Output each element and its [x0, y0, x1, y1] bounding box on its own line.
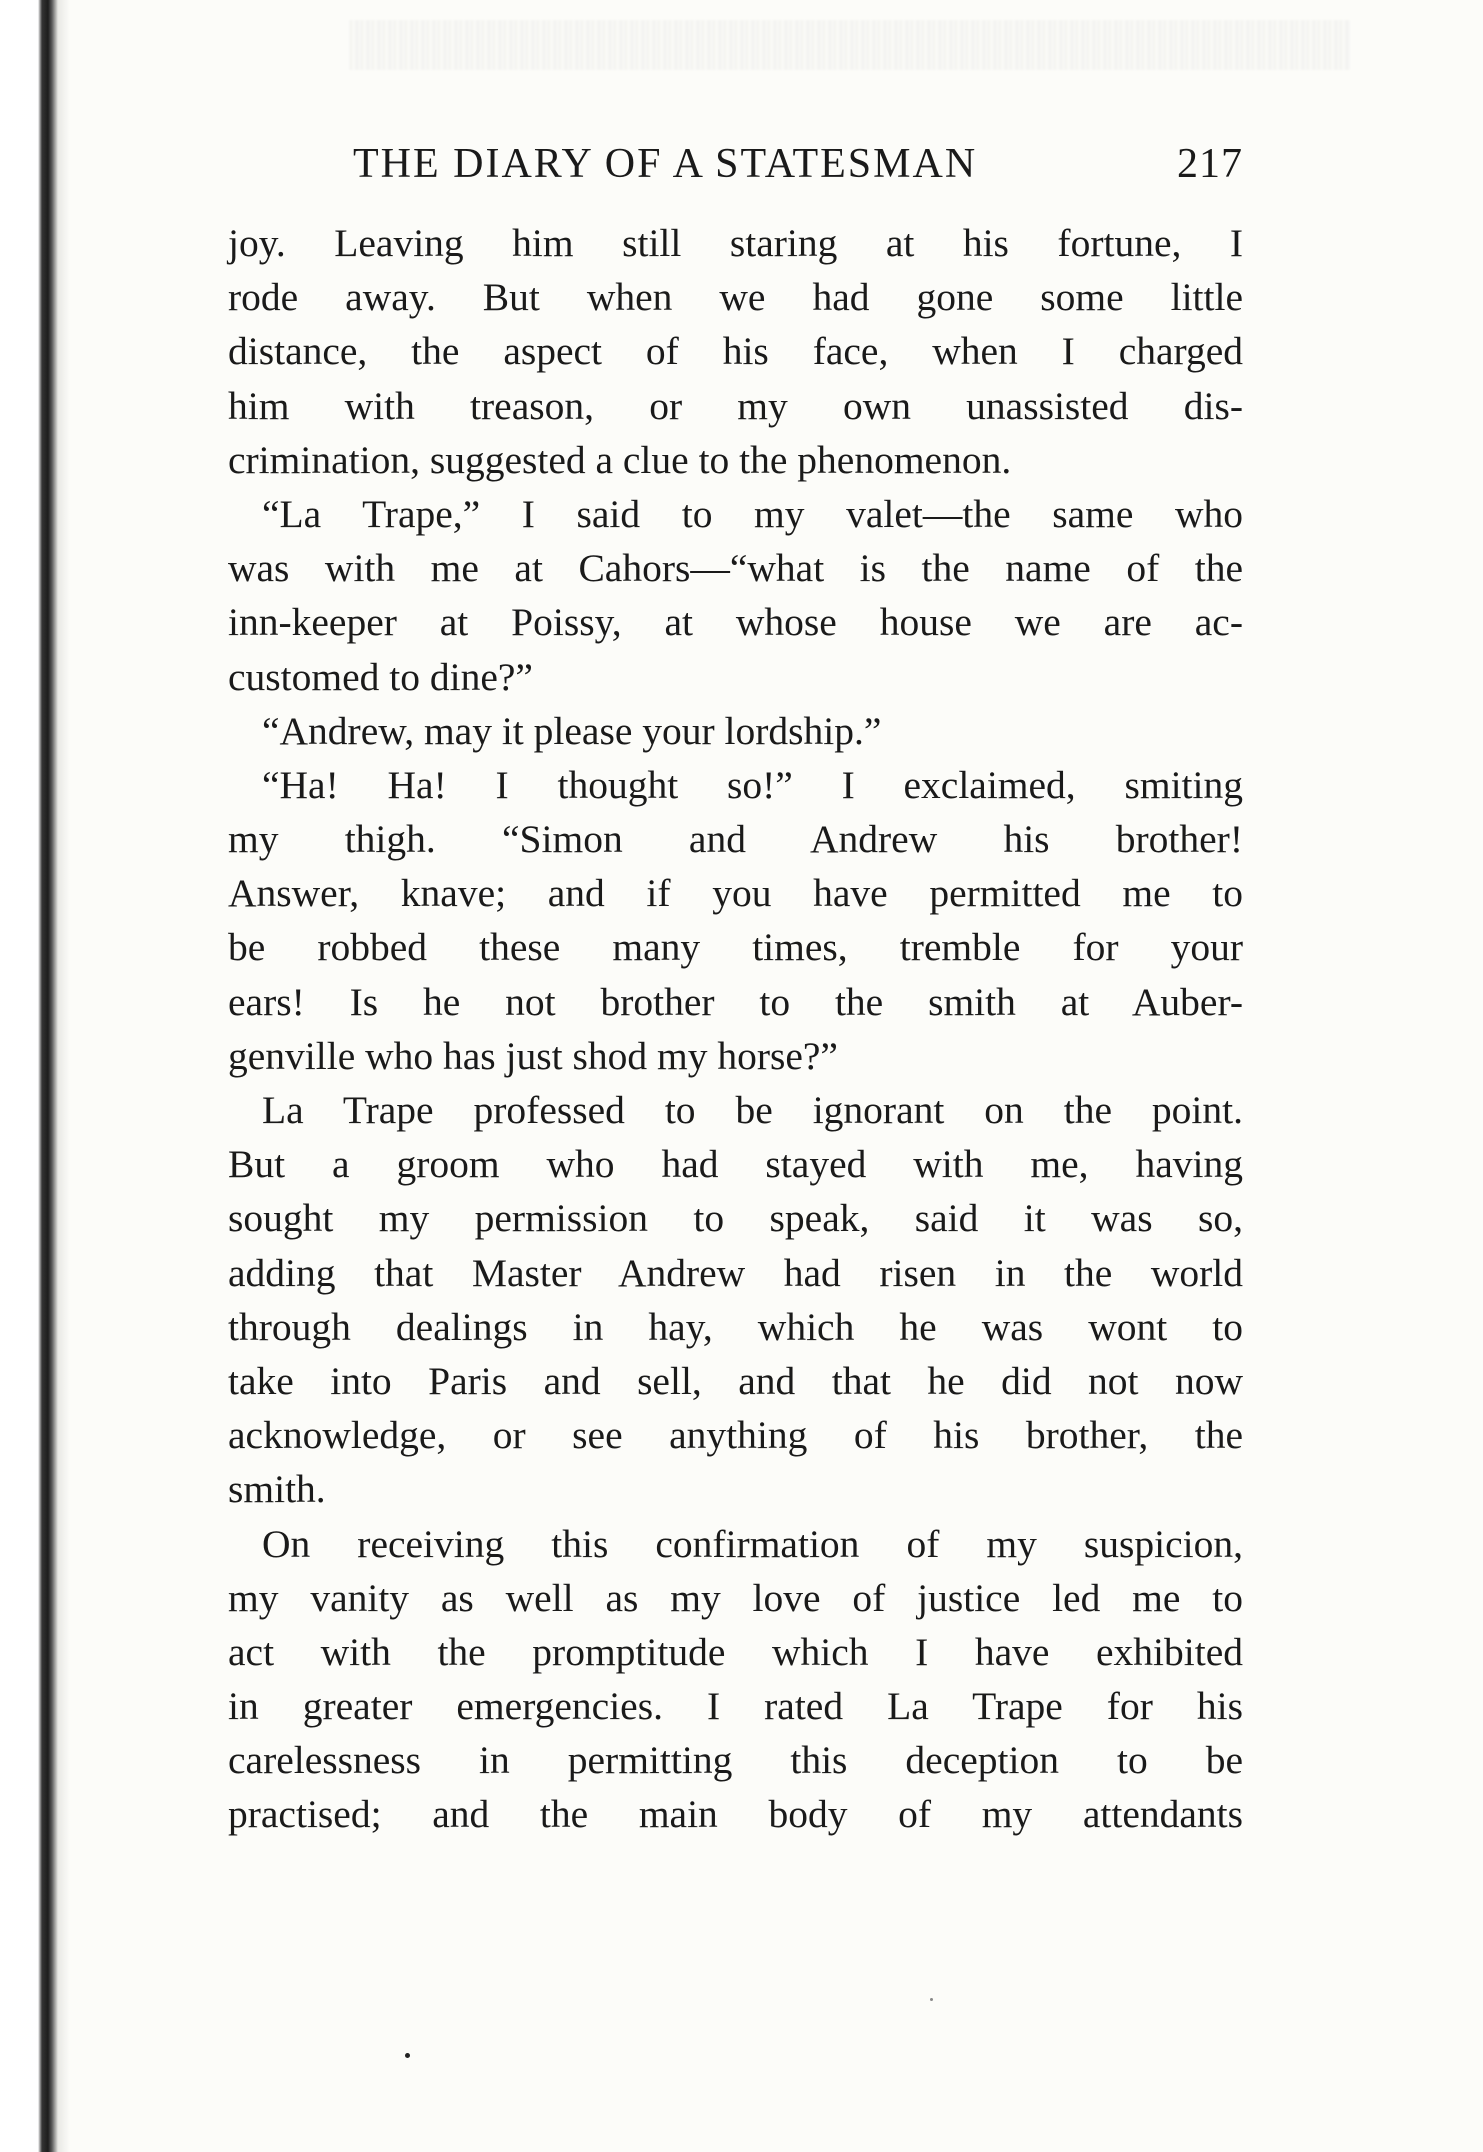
- text-line: joy. Leaving him still staring at his fortune, I: [228, 221, 1243, 265]
- text-line: ears! Is he not brother to the smith at Auber-: [228, 979, 1243, 1024]
- text-line: “Andrew, may it please your lordship.”: [262, 708, 882, 753]
- text-line: adding that Master Andrew had risen in the world: [228, 1250, 1243, 1295]
- text-line: sought my permission to speak, said it was so,: [228, 1196, 1243, 1241]
- text-line: smith.: [228, 1467, 326, 1512]
- text-line: La Trape professed to be ignorant on the point.: [262, 1088, 1243, 1132]
- text-line: acknowledge, or see anything of his brother, the: [228, 1413, 1243, 1458]
- text-line: him with treason, or my own unassisted dis-: [228, 383, 1243, 428]
- scan-noise: [350, 20, 1350, 70]
- page-number: 217: [1177, 141, 1243, 187]
- text-line: my thigh. “Simon and Andrew his brother!: [228, 817, 1243, 862]
- text-line: be robbed these many times, tremble for your: [228, 925, 1243, 970]
- text-line: was with me at Cahors—“what is the name of the: [228, 546, 1243, 591]
- running-title: THE DIARY OF A STATESMAN: [353, 141, 978, 187]
- text-line: take into Paris and sell, and that he did not now: [228, 1358, 1243, 1403]
- body-text: [228, 216, 1243, 1842]
- scan-speck: [405, 2053, 410, 2058]
- running-header: [228, 140, 1243, 196]
- text-line: crimination, suggested a clue to the phenomenon.: [228, 437, 1012, 482]
- text-line: “La Trape,” I said to my valet—the same who: [262, 491, 1243, 536]
- text-line: in greater emergencies. I rated La Trape for his: [228, 1684, 1243, 1729]
- text-line: carelessness in permitting this deception to be: [228, 1738, 1243, 1783]
- book-page: [228, 140, 1243, 1842]
- text-line: “Ha! Ha! I thought so!” I exclaimed, smiting: [262, 762, 1243, 807]
- text-line: inn-keeper at Poissy, at whose house we are ac-: [228, 600, 1243, 645]
- text-line: On receiving this confirmation of my suspicion,: [262, 1521, 1243, 1566]
- text-line: But a groom who had stayed with me, having: [228, 1142, 1243, 1187]
- text-line: distance, the aspect of his face, when I charged: [228, 329, 1243, 374]
- text-line: through dealings in hay, which he was wont to: [228, 1304, 1243, 1349]
- text-line: practised; and the main body of my attendants: [228, 1792, 1243, 1837]
- text-line: rode away. But when we had gone some little: [228, 275, 1243, 320]
- text-line: my vanity as well as my love of justice led me to: [228, 1575, 1243, 1620]
- text-line: customed to dine?”: [228, 654, 533, 699]
- text-line: genville who has just shod my horse?”: [228, 1033, 838, 1078]
- text-line: act with the promptitude which I have exhibited: [228, 1629, 1243, 1674]
- text-line: Answer, knave; and if you have permitted me to: [228, 871, 1243, 916]
- scan-speck: [930, 1998, 933, 2001]
- book-gutter-shadow: [0, 0, 70, 2152]
